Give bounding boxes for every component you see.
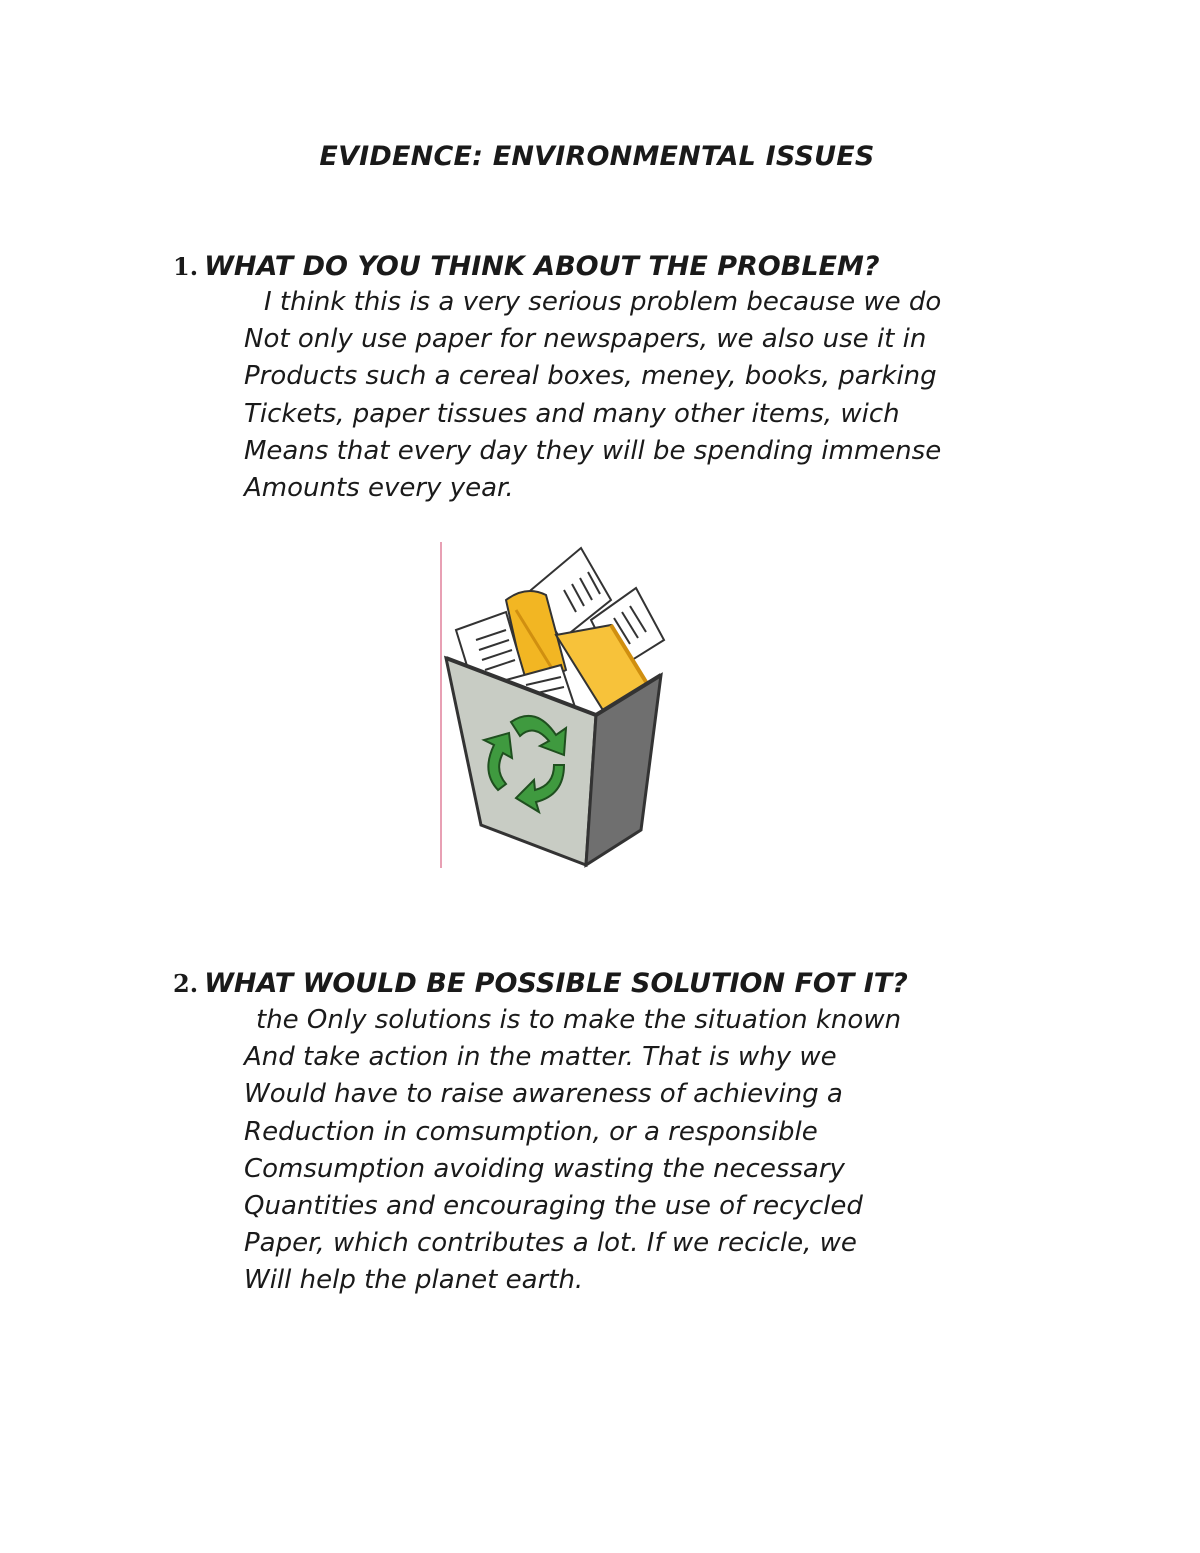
answer-2-line: Quantities and encouraging the use of recycled	[244, 1191, 863, 1222]
answer-1-line: Tickets, paper tissues and many other items, wich	[244, 398, 900, 429]
answer-1-line: Not only use paper for newspapers, we also use it in	[244, 324, 927, 355]
answer-2-line: Would have to raise awareness of achieving a	[244, 1079, 843, 1110]
answer-1-line: Products such a cereal boxes, meney, books, parking	[244, 361, 937, 392]
answer-2-line: Paper, which contributes a lot. If we recicle, we	[244, 1228, 857, 1259]
question-2-text: WHAT WOULD BE POSSIBLE SOLUTION FOT IT?	[204, 968, 908, 999]
recycle-bin-icon	[436, 540, 686, 870]
bin-front-face	[446, 658, 596, 865]
answer-1	[244, 284, 941, 507]
bin-side-face	[586, 675, 661, 865]
answer-1-line: Means that every day they will be spending immense	[244, 435, 942, 466]
answer-2-line: Comsumption avoiding wasting the necessary	[244, 1153, 845, 1184]
answer-2-line: And take action in the matter. That is why we	[244, 1042, 837, 1073]
answer-1-line: I think this is a very serious problem because we do	[264, 287, 942, 317]
question-2	[173, 968, 908, 999]
recycle-bin-illustration	[436, 540, 686, 870]
answer-2	[244, 1002, 901, 1300]
answer-2-line: the Only solutions is to make the situation known	[256, 1005, 902, 1035]
page-title: EVIDENCE: ENVIRONMENTAL ISSUES	[319, 141, 875, 172]
question-1-text: WHAT DO YOU THINK ABOUT THE PROBLEM?	[204, 251, 880, 282]
question-2-number: 2.	[173, 969, 199, 998]
question-1	[173, 251, 880, 282]
question-1-number: 1.	[173, 252, 199, 281]
answer-2-line: Will help the planet earth.	[244, 1265, 584, 1296]
answer-2-line: Reduction in comsumption, or a responsible	[244, 1116, 818, 1147]
answer-1-line: Amounts every year.	[244, 473, 514, 504]
